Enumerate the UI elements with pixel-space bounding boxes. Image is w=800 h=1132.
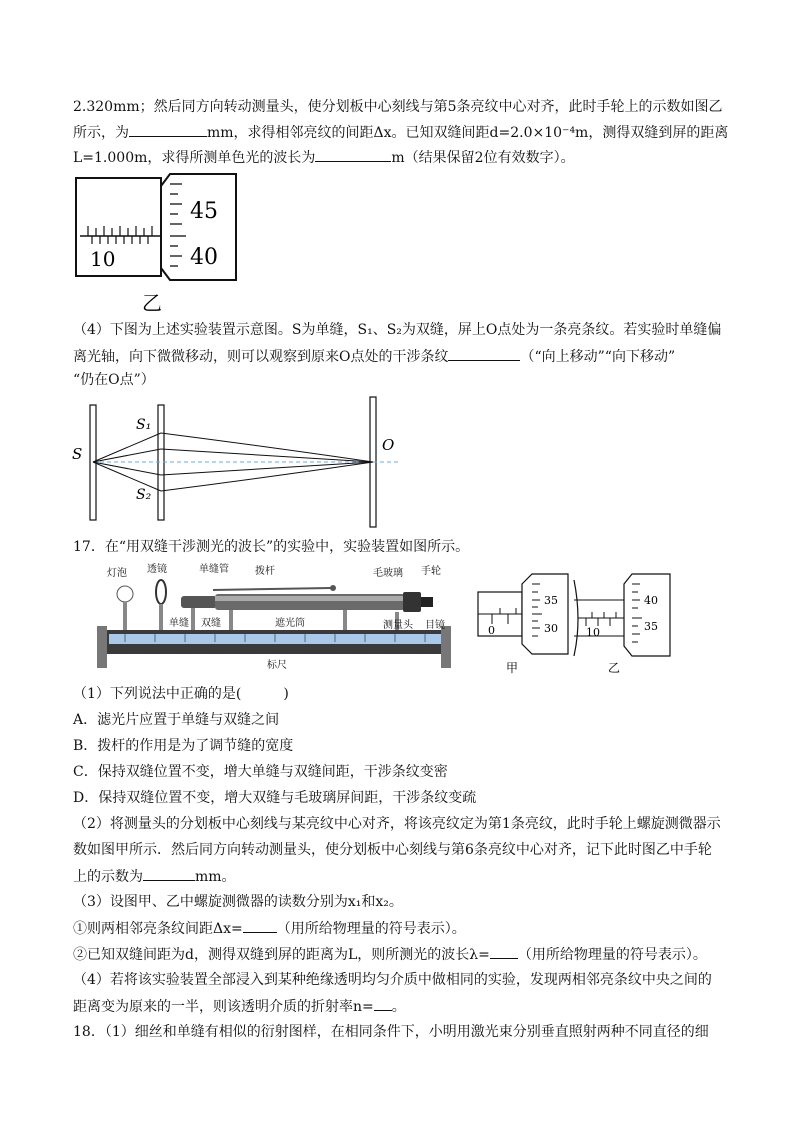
q17-part4-line-2 <box>73 996 406 1017</box>
point-O-label: O <box>382 436 395 454</box>
q18-line-1: 18．（1）细丝和单缝有相似的衍射图样，在相同条件下，小明用激光束分别垂直照射两种不同直径的细 <box>73 1024 709 1040</box>
q17-part4-line-2-a: 距离变为原来的一半，则该透明介质的折射率n= <box>73 999 374 1015</box>
answer-blank-n[interactable] <box>374 996 392 1011</box>
q17-option-b[interactable]: B．拨杆的作用是为了调节缝的宽度 <box>73 738 294 754</box>
answer-blank-dx[interactable] <box>243 918 277 933</box>
yi17-thimble-bottom: 35 <box>644 620 658 633</box>
q16-line-3-b: m（结果保留2位有效数字）。 <box>391 150 575 166</box>
micrometer-figure-yi-q17 <box>568 570 678 680</box>
jia-main-label: 0 <box>488 624 495 637</box>
q16-part4-line-2-a: 离光轴，向下微微移动，则可以观察到原来O点处的干涉条纹 <box>73 349 449 365</box>
answer-blank-reading-2[interactable] <box>143 866 195 881</box>
q17-part3-line-1: （3）设图甲、乙中螺旋测微器的读数分别为x₁和x₂。 <box>73 894 403 910</box>
q17-part3-line-2 <box>73 918 466 939</box>
yi17-caption: 乙 <box>608 661 621 675</box>
q16-line-3 <box>73 147 575 168</box>
q17-part2-line-2: 数如图甲所示．然后同方向转动测量头，使分划板中心刻线与第6条亮纹中心对齐，记下此时图乙中手轮 <box>73 842 712 858</box>
label-lever: 拨杆 <box>255 566 275 577</box>
q17-part2-line-3-a: 上的示数为 <box>73 869 143 885</box>
q17-part3-line-2-a: ①则两相邻亮条纹间距Δx= <box>73 921 243 937</box>
micrometer-figure-jia <box>472 570 572 680</box>
q16-line-2-b: mm，求得相邻亮纹的间距Δx。已知双缝间距d=2.0×10⁻⁴m，测得双缝到屏的距离 <box>207 125 729 141</box>
label-glass: 毛玻璃 <box>373 568 403 579</box>
q16-part4-line-2 <box>73 346 675 367</box>
answer-blank-reading[interactable] <box>129 122 207 137</box>
q16-line-2 <box>73 122 728 143</box>
yi-main-scale-label: 10 <box>90 247 116 271</box>
slit-S1-label: S₁ <box>136 417 152 433</box>
label-single-slit: 单缝 <box>169 618 189 629</box>
q17-part2-line-1: （2）将测量头的分划板中心刻线与某亮纹中心对齐，将该亮纹定为第1条亮纹，此时手轮上螺旋测微器示 <box>73 816 721 832</box>
answer-blank-fringe[interactable] <box>448 346 520 361</box>
yi17-thimble-top: 40 <box>644 594 658 607</box>
label-head: 测量头 <box>383 620 413 631</box>
double-slit-diagram <box>70 395 410 530</box>
label-shield: 遮光筒 <box>275 618 305 629</box>
label-double-slit: 双缝 <box>201 618 221 629</box>
jia-thimble-top: 35 <box>544 594 558 607</box>
yi-thimble-top-label: 45 <box>190 199 218 224</box>
q17-part3-line-3 <box>73 944 707 965</box>
q17-part3-line-3-a: ②已知双缝间距为d，测得双缝到屏的距离为L，则所测光的波长λ= <box>73 947 490 963</box>
q17-part2-line-3-b: mm。 <box>195 869 236 885</box>
label-tube: 单缝管 <box>199 564 229 575</box>
q17-option-c[interactable]: C．保持双缝位置不变，增大单缝与双缝间距，干涉条纹变密 <box>73 764 448 780</box>
label-wheel: 手轮 <box>421 566 441 577</box>
q16-part4-line-1: （4）下图为上述实验装置示意图。S为单缝，S₁、S₂为双缝，屏上O点处为一条亮条纹。若实验时单缝偏 <box>73 322 722 338</box>
label-ruler: 标尺 <box>267 660 287 671</box>
yi17-main-label: 10 <box>586 626 600 639</box>
slit-S2-label: S₂ <box>136 487 152 503</box>
q17-part1: （1）下列说法中正确的是( ) <box>73 686 289 702</box>
q17-part2-line-3 <box>73 866 236 887</box>
answer-blank-wavelength[interactable] <box>315 147 391 162</box>
answer-blank-lambda[interactable] <box>490 944 518 959</box>
jia-thimble-bottom: 30 <box>544 622 558 635</box>
q17-part3-line-2-b: （用所给物理量的符号表示）。 <box>276 921 466 937</box>
micrometer-figure-yi-q16 <box>70 170 240 320</box>
q16-part4-line-3: “仍在O点”） <box>73 372 155 388</box>
label-lens: 透镜 <box>147 564 167 575</box>
label-eyepiece: 目镜 <box>425 620 445 631</box>
yi-thimble-bottom-label: 40 <box>190 245 218 270</box>
q16-line-1: 2.320mm；然后同方向转动测量头，使分划板中心刻线与第5条亮纹中心对齐，此时手轮上的示数如图乙 <box>73 99 723 115</box>
yi-caption: 乙 <box>142 291 162 315</box>
q17-option-a[interactable]: A．滤光片应置于单缝与双缝之间 <box>73 712 280 728</box>
jia-caption: 甲 <box>506 661 519 675</box>
q17-part4-line-1: （4）若将该实验装置全部浸入到某种绝缘透明均匀介质中做相同的实验，发现两相邻亮条纹中央之间的 <box>73 972 712 988</box>
q17-part4-line-2-b: 。 <box>391 999 406 1015</box>
q17-part3-line-3-b: （用所给物理量的符号表示）。 <box>517 947 707 963</box>
slit-S-label: S <box>72 445 83 463</box>
q16-line-3-a: L=1.000m，求得所测单色光的波长为 <box>73 150 316 166</box>
q16-part4-line-2-b: （“向上移动”“向下移动” <box>520 349 676 365</box>
q16-line-2-a: 所示，为 <box>73 125 129 141</box>
q17-intro: 17．在“用双缝干涉测光的波长”的实验中，实验装置如图所示。 <box>73 539 470 555</box>
apparatus-figure <box>95 562 455 674</box>
q17-option-d[interactable]: D．保持双缝位置不变，增大双缝与毛玻璃屏间距，干涉条纹变疏 <box>73 790 477 806</box>
label-bulb: 灯泡 <box>107 568 127 579</box>
